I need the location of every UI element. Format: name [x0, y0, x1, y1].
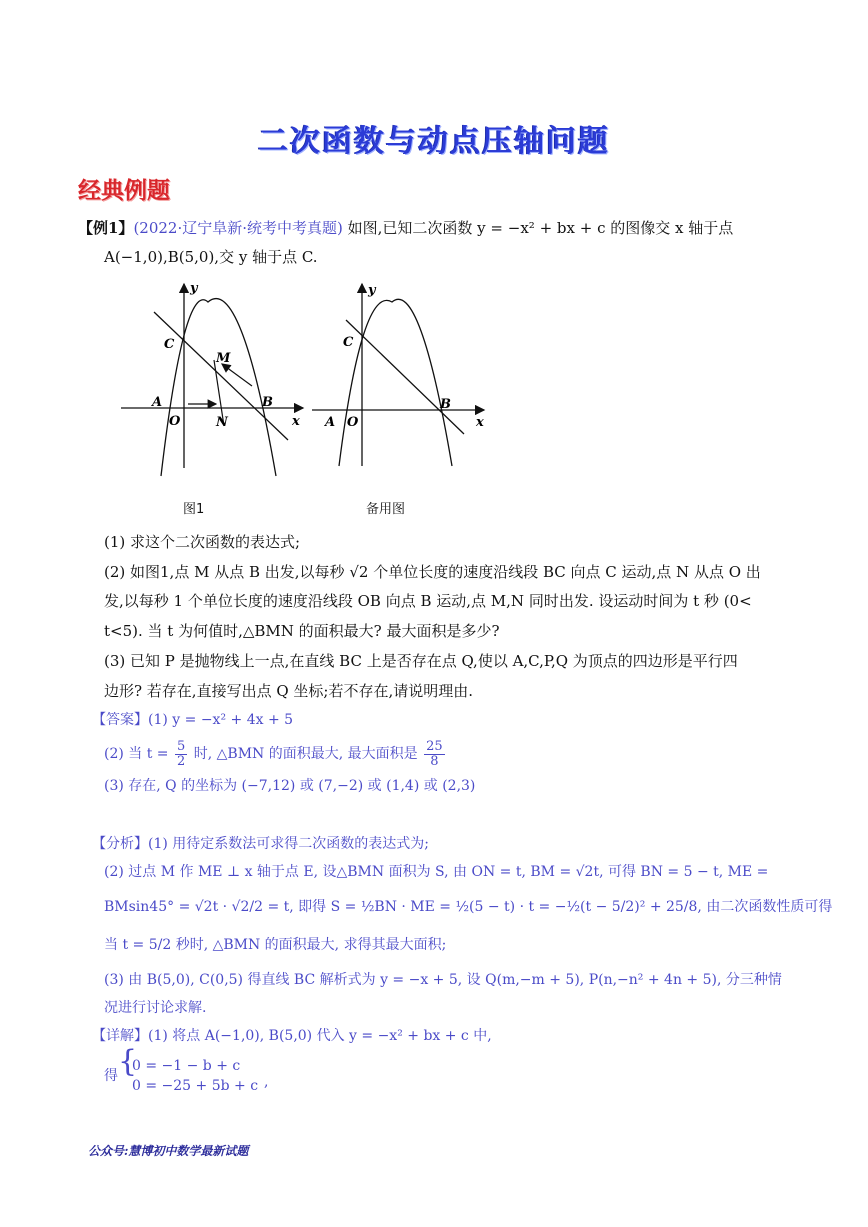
- footer-source: 公众号:慧博初中数学最新试题: [88, 1144, 249, 1158]
- example-source: (2022·辽宁阜新·统考中考真题): [133, 219, 343, 237]
- fig1-label-m: M: [216, 351, 231, 366]
- fig1-label-x: x: [292, 414, 300, 429]
- analysis-line-4: 当 t = 5/2 秒时, △BMN 的面积最大, 求得其最大面积;: [104, 937, 447, 953]
- example-text-1: 如图,已知二次函数 y = −x² + bx + c 的图像交 x 轴于点: [347, 219, 734, 237]
- answer-2-t-fraction: [175, 740, 187, 769]
- equation-2: 0 = −25 + 5b + c: [132, 1078, 259, 1094]
- answer-3: (3) 存在, Q 的坐标为 (−7,12) 或 (7,−2) 或 (1,4) 或 (2,3): [104, 778, 476, 794]
- analysis-line-2: (2) 过点 M 作 ME ⊥ x 轴于点 E, 设△BMN 面积为 S, 由 ON = t, BM = √2t, 可得 BN = 5 − t, ME =: [104, 864, 769, 880]
- question-1: (1) 求这个二次函数的表达式;: [104, 533, 301, 551]
- solution-line-1: 【详解】(1) 将点 A(−1,0), B(5,0) 代入 y = −x² + bx + c 中,: [92, 1028, 492, 1044]
- solution-prefix: 得: [104, 1068, 118, 1084]
- example-text-2: A(−1,0),B(5,0),交 y 轴于点 C.: [104, 248, 318, 266]
- fig2-label-c: C: [343, 335, 354, 350]
- fig1-arrow-m: [222, 364, 252, 386]
- fig1-label-y: y: [190, 281, 198, 296]
- fig2-label-b: B: [440, 397, 451, 412]
- answer-2: [104, 738, 824, 770]
- question-2-line-2: 发,以每秒 1 个单位长度的速度沿线段 OB 向点 B 运动,点 M,N 同时出发. 设运动时间为 t 秒 (0<: [104, 592, 752, 610]
- question-2-line-3: t<5). 当 t 为何值时,△BMN 的面积最大? 最大面积是多少?: [104, 622, 500, 640]
- answer-2-area-num: 25: [426, 738, 443, 754]
- fig2-parabola: [339, 299, 452, 466]
- question-3-line-2: 边形? 若存在,直接写出点 Q 坐标;若不存在,请说明理由.: [104, 682, 474, 700]
- example-line-1: [78, 218, 798, 238]
- fig1-label-n: N: [216, 415, 228, 430]
- fig1-label-a: A: [152, 395, 163, 410]
- answer-2-area-den: 8: [430, 753, 439, 769]
- system-brace: {: [118, 1044, 138, 1079]
- answer-2-t-den: 2: [177, 753, 186, 769]
- equation-1: 0 = −1 − b + c: [132, 1058, 241, 1074]
- fig1-label-c: C: [164, 337, 175, 352]
- solution-suffix: ,: [264, 1074, 269, 1090]
- fig2-label-y: y: [368, 283, 376, 298]
- solution-system: [104, 1044, 824, 1096]
- answer-2-mid: 时, △BMN 的面积最大, 最大面积是: [193, 746, 418, 762]
- figure-2-caption: 备用图: [366, 502, 406, 517]
- fig2-label-o: O: [347, 415, 359, 430]
- answer-2-t-num: 5: [177, 738, 186, 754]
- fig1-label-o: O: [169, 414, 181, 429]
- figure-1-caption: 图1: [183, 502, 205, 517]
- answer-2-prefix: (2) 当 t =: [104, 746, 169, 762]
- question-2-line-1: (2) 如图1,点 M 从点 B 出发,以每秒 √2 个单位长度的速度沿线段 BC 向点 C 运动,点 N 从点 O 出: [104, 563, 761, 581]
- analysis-line-3: BMsin45° = √2t · √2/2 = t, 即得 S = ½BN · ME = ½(5 − t) · t = −½(t − 5/2)² + 25/8, 由二次函数性质可得: [104, 899, 833, 915]
- answer-1: 【答案】(1) y = −x² + 4x + 5: [92, 712, 294, 728]
- analysis-line-1: 【分析】(1) 用待定系数法可求得二次函数的表达式为;: [92, 836, 429, 852]
- page-title: 二次函数与动点压轴问题: [258, 124, 610, 159]
- answer-2-area-fraction: [424, 740, 445, 769]
- fig2-label-a: A: [325, 415, 336, 430]
- figure-2: [312, 280, 497, 480]
- section-heading: 经典例题: [78, 178, 170, 204]
- fig1-label-b: B: [262, 395, 273, 410]
- example-label: 【例1】: [78, 219, 134, 237]
- fig2-line-bc: [346, 320, 464, 434]
- analysis-line-5: (3) 由 B(5,0), C(0,5) 得直线 BC 解析式为 y = −x + 5, 设 Q(m,−m + 5), P(n,−n² + 4n + 5), 分三种情: [104, 972, 782, 988]
- fig2-label-x: x: [476, 415, 484, 430]
- question-3-line-1: (3) 已知 P 是抛物线上一点,在直线 BC 上是否存在点 Q,使以 A,C,P,Q 为顶点的四边形是平行四: [104, 652, 738, 670]
- figure-1: [118, 280, 318, 480]
- analysis-line-6: 况进行讨论求解.: [104, 1000, 207, 1016]
